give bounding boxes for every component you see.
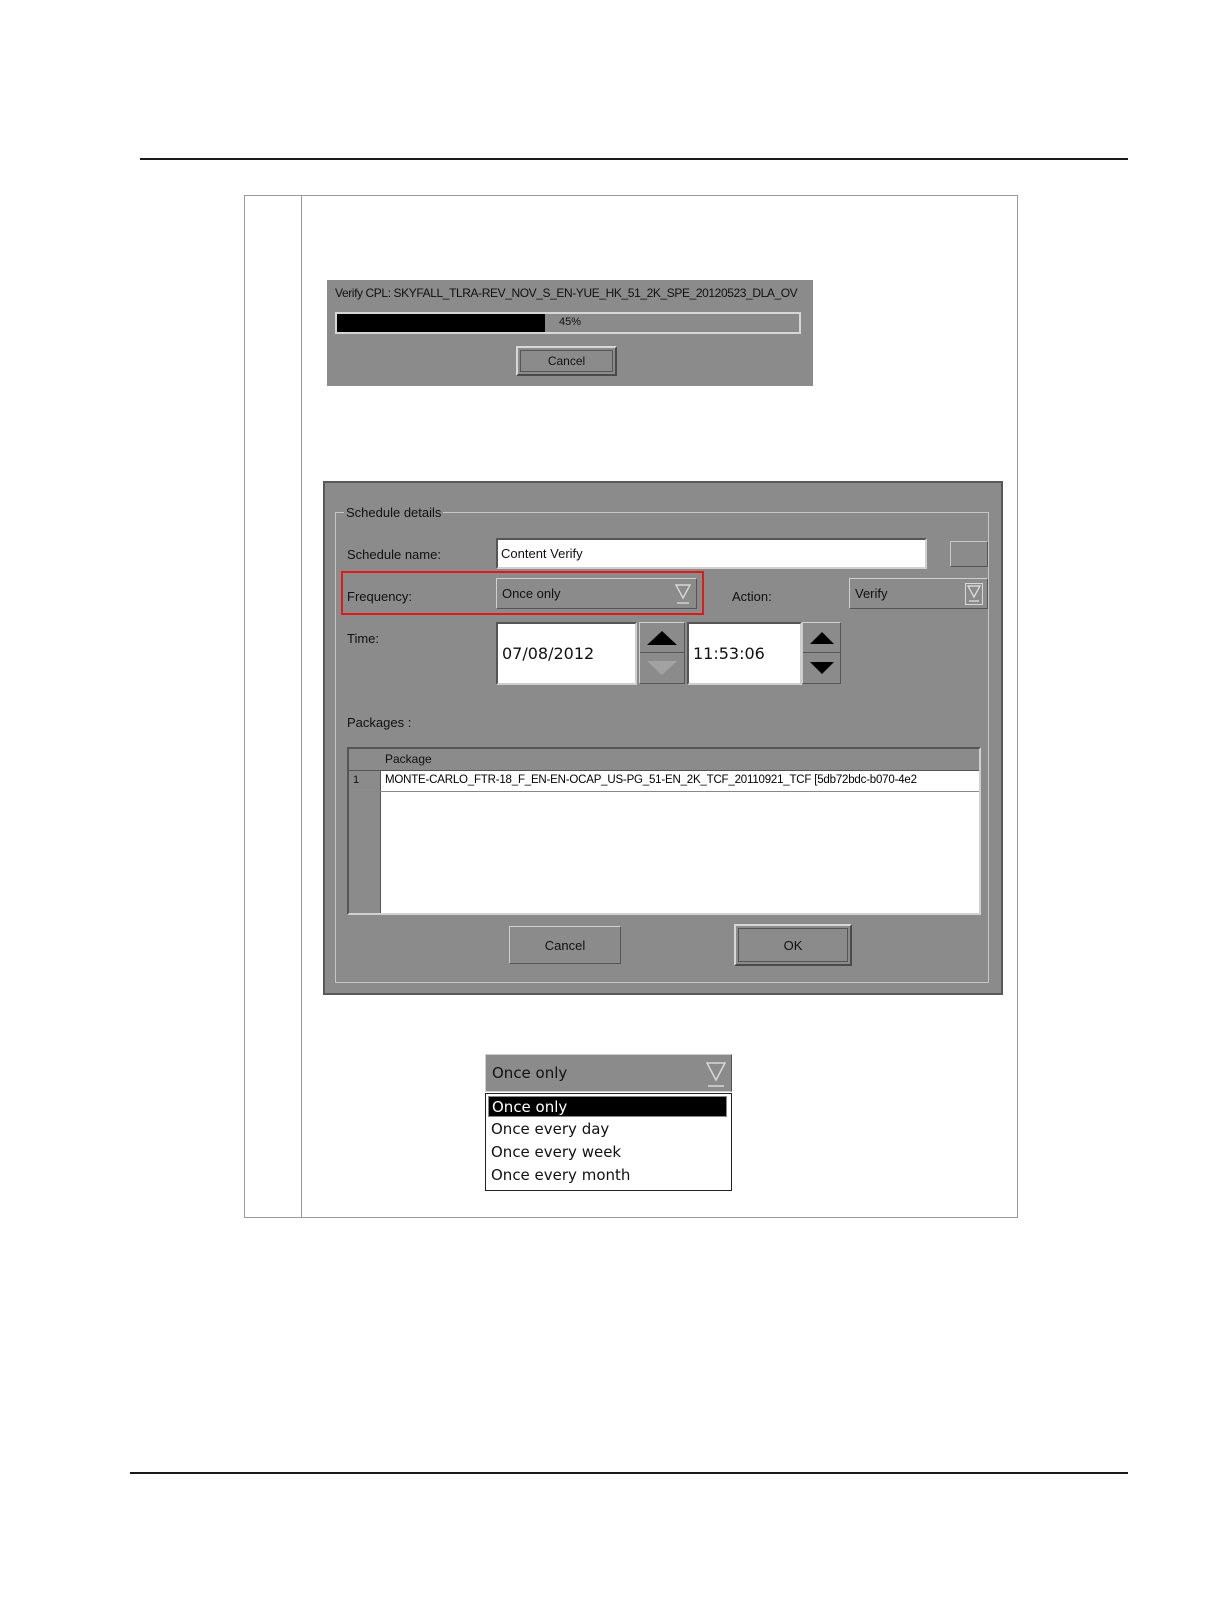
- frequency-dropdown-value: Once only: [492, 1064, 568, 1082]
- table-header: [349, 749, 979, 771]
- header-rule: [140, 158, 1128, 160]
- progress-bar-fill: [337, 314, 545, 332]
- schedule-name-extra-button[interactable]: [950, 541, 988, 567]
- verify-progress-dialog: [327, 280, 813, 386]
- schedule-ok-button[interactable]: [734, 924, 852, 966]
- schedule-name-input[interactable]: Content Verify: [496, 538, 927, 569]
- chevron-down-icon: [965, 583, 983, 605]
- schedule-cancel-label: Cancel: [544, 937, 586, 953]
- column-header-package[interactable]: Package: [385, 752, 432, 766]
- chevron-down-icon: [705, 1061, 727, 1089]
- time-up-button[interactable]: [803, 623, 840, 653]
- time-spinner: [802, 622, 841, 684]
- frequency-label: Frequency:: [347, 589, 413, 604]
- chevron-down-icon: [674, 583, 692, 605]
- frequency-select[interactable]: [496, 578, 697, 609]
- arrow-up-icon: [809, 631, 835, 645]
- frequency-dropdown-expanded: [485, 1054, 734, 1191]
- date-input[interactable]: 07/08/2012: [496, 622, 637, 685]
- action-select-value: Verify: [855, 586, 888, 601]
- schedule-details-legend: Schedule details: [346, 505, 442, 520]
- packages-table: [347, 747, 981, 915]
- frequency-options-list: [485, 1093, 732, 1191]
- package-cell[interactable]: MONTE-CARLO_FTR-18_F_EN-EN-OCAP_US-PG_51-EN_2K_TCF_20110921_TCF [5db72bdc-b070-4e2: [385, 774, 917, 786]
- footer-rule: [130, 1472, 1128, 1474]
- arrow-down-icon: [646, 660, 678, 676]
- arrow-down-icon: [809, 661, 835, 675]
- time-label: Time:: [347, 631, 380, 646]
- progress-cancel-button[interactable]: [516, 346, 617, 376]
- progress-cancel-label: Cancel: [520, 350, 613, 372]
- table-row[interactable]: [349, 770, 979, 792]
- date-down-button[interactable]: [640, 653, 684, 683]
- progress-percent: 45%: [559, 316, 582, 328]
- time-down-button[interactable]: [803, 653, 840, 683]
- frame-column-divider: [301, 195, 302, 1218]
- frequency-option-once-every-day[interactable]: Once every day: [491, 1120, 610, 1138]
- action-select[interactable]: [849, 578, 988, 609]
- date-spinner: [639, 622, 685, 684]
- arrow-up-icon: [646, 630, 678, 646]
- schedule-name-label: Schedule name:: [347, 547, 441, 562]
- action-label: Action:: [732, 589, 772, 604]
- schedule-dialog: [323, 481, 1003, 995]
- row-number: 1: [353, 774, 360, 786]
- frequency-select-value: Once only: [502, 586, 561, 601]
- progress-dialog-title: Verify CPL: SKYFALL_TLRA-REV_NOV_S_EN-YUE_HK_51_2K_SPE_20120523_DLA_OV: [335, 286, 798, 300]
- schedule-cancel-button[interactable]: [509, 926, 621, 964]
- time-input[interactable]: 11:53:06: [687, 622, 802, 685]
- frequency-option-once-every-week[interactable]: Once every week: [491, 1143, 622, 1161]
- frequency-option-once-only[interactable]: Once only: [488, 1096, 727, 1117]
- schedule-ok-label: OK: [738, 928, 848, 962]
- packages-label: Packages :: [347, 715, 412, 730]
- frequency-option-once-every-month[interactable]: Once every month: [491, 1166, 631, 1184]
- progress-bar: [335, 312, 801, 334]
- date-up-button[interactable]: [640, 623, 684, 653]
- frequency-dropdown-header[interactable]: [485, 1054, 732, 1092]
